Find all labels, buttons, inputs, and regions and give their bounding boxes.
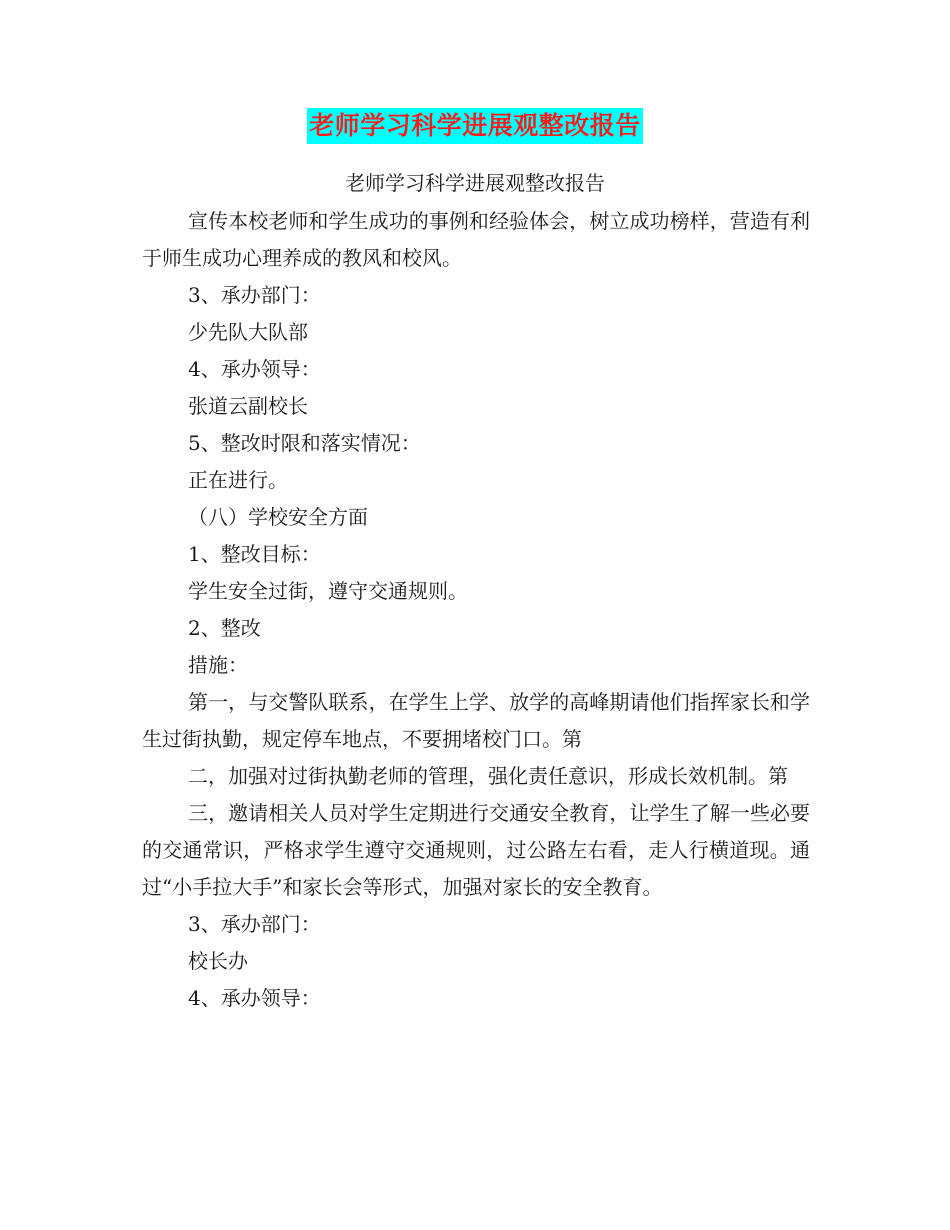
paragraph-5: 张道云副校长	[188, 394, 308, 418]
paragraph-10: 学生安全过街，遵守交通规则。	[188, 579, 468, 603]
title-container	[0, 108, 950, 144]
paragraph-17: 校长办	[188, 949, 248, 973]
paragraph-9: 1、整改目标：	[188, 542, 321, 566]
paragraph-4: 4、承办领导：	[188, 357, 321, 381]
paragraph-18: 4、承办领导：	[188, 986, 321, 1010]
paragraph-8: （八）学校安全方面	[188, 505, 368, 529]
paragraph-6: 5、整改时限和落实情况：	[188, 431, 421, 455]
paragraph-3: 少先队大队部	[188, 320, 308, 344]
paragraph-11: 2、整改	[188, 616, 261, 640]
paragraph-7: 正在进行。	[188, 468, 288, 492]
paragraph-14: 二，加强对过街执勤老师的管理，强化责任意识，形成长效机制。第	[188, 764, 788, 788]
paragraph-15: 三，邀请相关人员对学生定期进行交通安全教育，让学生了解一些必要的交通常识，严格求学生遵守交通规则，过公路左右看，走人行横道现。通过“小手拉大手”和家长会等形式，加强对家长的安全教育。	[142, 801, 810, 899]
paragraph-1: 宣传本校老师和学生成功的事例和经验体会，树立成功榜样，营造有利于师生成功心理养成的教风和校风。	[142, 209, 810, 270]
paragraph-12: 措施：	[188, 653, 248, 677]
paragraph-13: 第一，与交警队联系，在学生上学、放学的高峰期请他们指挥家长和学生过街执勤，规定停车地点，不要拥堵校门口。第	[142, 690, 810, 751]
paragraph-16: 3、承办部门：	[188, 912, 321, 936]
paragraph-2: 3、承办部门：	[188, 283, 321, 307]
document-body	[142, 203, 810, 1017]
document-title: 老师学习科学进展观整改报告	[307, 108, 643, 144]
document-subtitle: 老师学习科学进展观整改报告	[345, 171, 605, 195]
